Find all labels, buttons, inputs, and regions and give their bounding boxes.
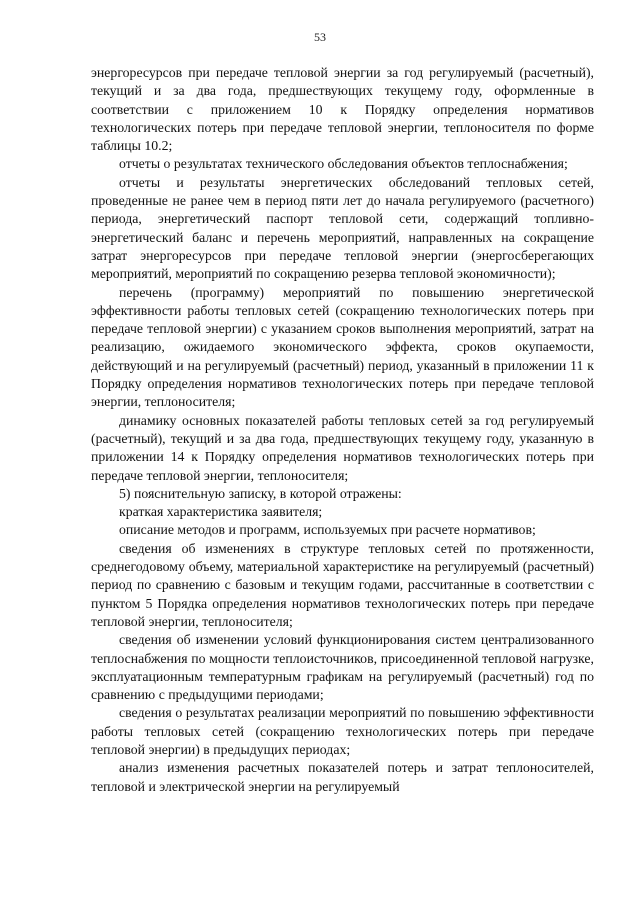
paragraph-energy-audit-reports: отчеты и результаты энергетических обследований тепловых сетей, проведенные не ранее чем в период пяти лет до начала регулируемого (расчетного) периода, энергетический паспорт тепловой сети, содержащий топливно-энергетический баланс и перечень мероприятий, направленных на сокращение затрат энергоресурсов при передаче тепловой энергии (энергосберегающих мероприятий, мероприятий по сокращению резерва тепловой экономичности); [91, 174, 594, 282]
paragraph-operating-conditions-changes: сведения об изменении условий функционирования систем централизованного теплоснабжения по мощности теплоисточников, присоединенной тепловой нагрузке, эксплуатационным температурным графикам на регулируемый (расчетный) год по сравнению с предыдущими периодами; [91, 632, 594, 703]
document-body [91, 64, 594, 796]
paragraph-energy-resources-continuation: энергоресурсов при передаче тепловой энергии за год регулируемый (расчетный), текущий и за два года, предшествующих текущему году, оформленные в соответствии с приложением 10 к Порядку определения нормативов технологических потерь при передаче тепловой энергии, теплоносителя по форме таблицы 10.2; [91, 65, 594, 154]
paragraph-technical-inspection-reports: отчеты о результатах технического обследования объектов теплоснабжения; [119, 156, 568, 172]
paragraph-methods-description: описание методов и программ, используемых при расчете нормативов; [119, 522, 536, 538]
paragraph-measures-results: сведения о результатах реализации мероприятий по повышению эффективности работы тепловых сетей (сокращению технологических потерь при передаче тепловой энергии) в предыдущих периодах; [91, 705, 594, 757]
paragraph-applicant-description: краткая характеристика заявителя; [119, 504, 323, 520]
paragraph-network-structure-changes: сведения об изменениях в структуре тепловых сетей по протяженности, среднегодовому объему, материальной характеристике на регулируемый (расчетный) период по сравнению с базовым и текущим годами, рассчитанные в соответствии с пунктом 5 Порядка определения нормативов технологических потерь при передаче тепловой энергии, теплоносителя; [91, 540, 594, 629]
paragraph-explanatory-note: 5) пояснительную записку, в которой отражены: [119, 485, 402, 501]
page-number: 53 [314, 30, 326, 44]
paragraph-efficiency-program: перечень (программу) мероприятий по повышению энергетической эффективности работы тепловых сетей (сокращению технологических потерь при передаче тепловой энергии) с указанием сроков выполнения мероприятий, затрат на реализацию, ожидаемого экономического эффекта, сроков окупаемости, действующий и на регулируемый (расчетный) период, указанный в приложении 11 к Порядку определения нормативов технологических потерь при передаче тепловой энергии, теплоносителя; [91, 284, 594, 410]
paragraph-loss-analysis: анализ изменения расчетных показателей потерь и затрат теплоносителей, тепловой и электрической энергии на регулируемый [91, 760, 594, 794]
paragraph-performance-dynamics: динамику основных показателей работы тепловых сетей за год регулируемый (расчетный), текущий и за два года, предшествующих текущему году, указанную в приложении 14 к Порядку определения нормативов технологических потерь при передаче тепловой энергии, теплоносителя; [91, 412, 594, 483]
